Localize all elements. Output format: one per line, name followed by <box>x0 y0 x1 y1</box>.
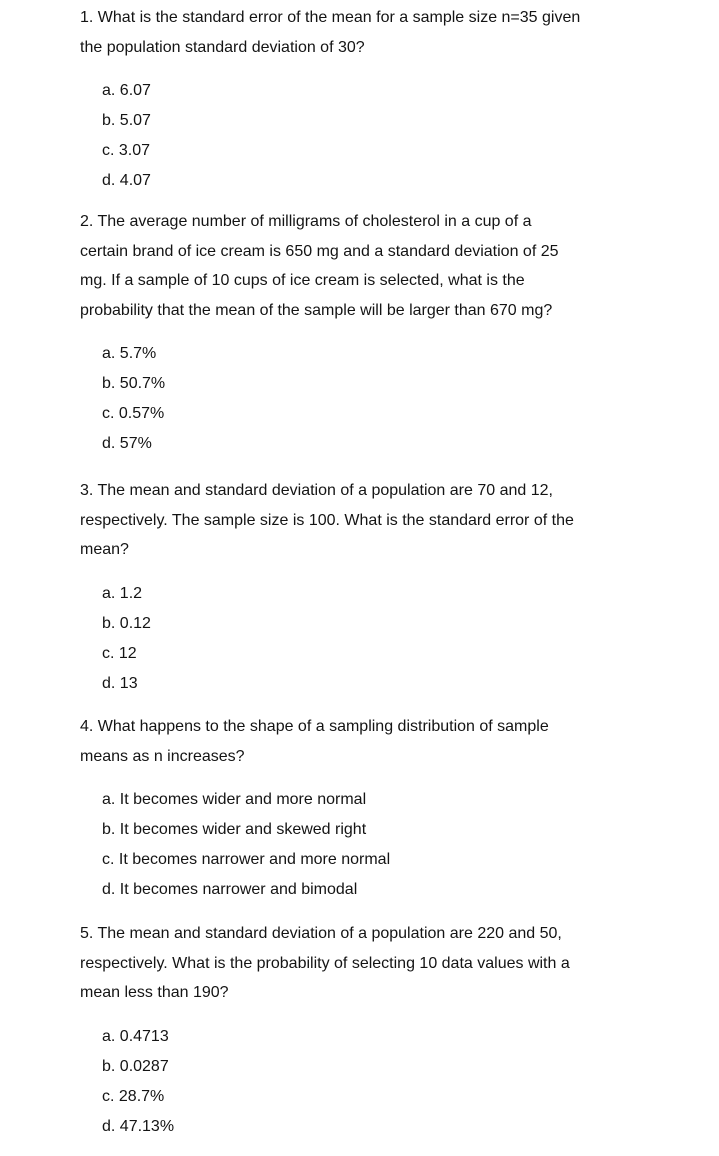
question-text-line: 1. What is the standard error of the mean for a sample size n=35 given <box>80 9 581 26</box>
question-4 <box>80 712 660 905</box>
question-text-line: probability that the mean of the sample will be larger than 670 mg? <box>80 301 553 319</box>
answer-option-d: d. 57% <box>102 435 152 452</box>
answer-option-c: c. 28.7% <box>102 1087 165 1105</box>
question-text-line: means as n increases? <box>80 747 245 765</box>
question-text-line: mg. If a sample of 10 cups of ice cream is selected, what is the <box>80 272 525 289</box>
question-text-line: respectively. What is the probability of selecting 10 data values with a <box>80 954 570 972</box>
answer-option-c: c. 0.57% <box>102 405 165 422</box>
answer-option-c: c. 12 <box>102 644 137 662</box>
question-text-line: respectively. The sample size is 100. What is the standard error of the <box>80 511 574 529</box>
question-1-text <box>80 3 660 62</box>
question-1-options <box>80 76 660 196</box>
answer-option-b: b. 5.07 <box>102 112 151 129</box>
question-text-line: mean less than 190? <box>80 984 229 1001</box>
question-3 <box>80 476 660 699</box>
answer-option-c: c. It becomes narrower and more normal <box>102 851 391 868</box>
answer-option-b: b. 0.12 <box>102 614 151 632</box>
answer-option-c: c. 3.07 <box>102 142 151 159</box>
question-5 <box>80 919 660 1142</box>
question-text-line: the population standard deviation of 30? <box>80 38 365 56</box>
question-3-options <box>80 579 660 699</box>
question-text-line: mean? <box>80 541 129 558</box>
answer-option-d: d. 4.07 <box>102 172 151 189</box>
question-text-line: 2. The average number of milligrams of cholesterol in a cup of a <box>80 213 532 230</box>
answer-option-b: b. 50.7% <box>102 375 166 392</box>
answer-option-d: d. It becomes narrower and bimodal <box>102 881 358 898</box>
answer-option-a: a. 0.4713 <box>102 1027 169 1045</box>
answer-option-b: b. It becomes wider and skewed right <box>102 821 367 838</box>
answer-option-a: a. It becomes wider and more normal <box>102 791 367 808</box>
question-text-line: 3. The mean and standard deviation of a population are 70 and 12, <box>80 482 553 499</box>
question-3-text <box>80 476 660 565</box>
answer-option-a: a. 5.7% <box>102 345 157 362</box>
question-2-options <box>80 339 660 459</box>
question-1 <box>80 3 660 196</box>
answer-option-b: b. 0.0287 <box>102 1057 169 1075</box>
answer-option-d: d. 13 <box>102 674 138 692</box>
question-2-text <box>80 207 660 325</box>
answer-option-a: a. 1.2 <box>102 584 143 602</box>
question-5-text <box>80 919 660 1008</box>
question-2 <box>80 207 660 459</box>
question-4-text <box>80 712 660 771</box>
question-text-line: 5. The mean and standard deviation of a population are 220 and 50, <box>80 925 562 942</box>
answer-option-d: d. 47.13% <box>102 1117 175 1135</box>
question-text-line: certain brand of ice cream is 650 mg and a standard deviation of 25 <box>80 242 559 260</box>
question-5-options <box>80 1022 660 1142</box>
question-4-options <box>80 785 660 905</box>
answer-option-a: a. 6.07 <box>102 82 151 99</box>
question-text-line: 4. What happens to the shape of a sampling distribution of sample <box>80 718 549 735</box>
